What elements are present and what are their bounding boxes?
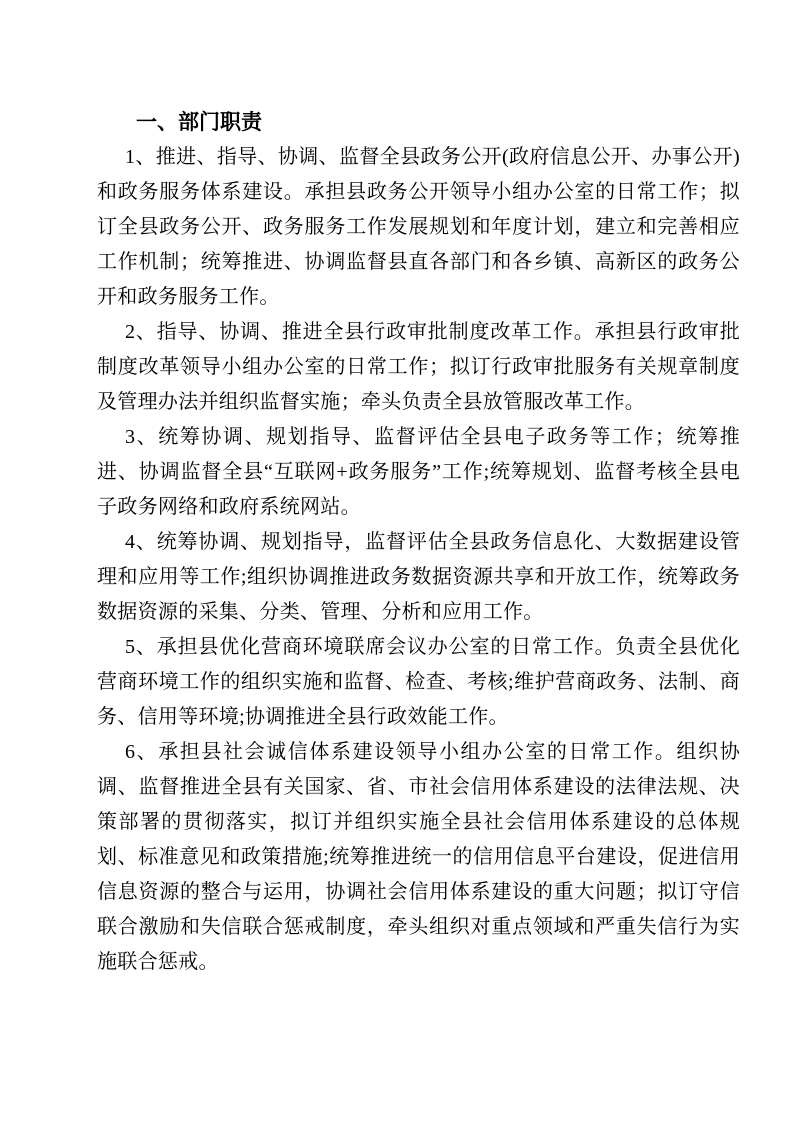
paragraph-duty-2: 2、指导、协调、推进全县行政审批制度改革工作。承担县行政审批制度改革领导小组办公室的日常工作；拟订行政审批服务有关规章制度及管理办法并组织监督实施；牵头负责全县放管服改革工作。 xyxy=(97,321,740,413)
section-heading: 一、部门职责 xyxy=(136,111,262,134)
paragraph-duty-6: 6、承担县社会诚信体系建设领导小组办公室的日常工作。组织协调、监督推进全县有关国家、省、市社会信用体系建设的法律法规、决策部署的贯彻落实，拟订并组织实施全县社会信用体系建设的总体规划、标准意见和政策措施;统筹推进统一的信用信息平台建设，促进信用信息资源的整合与运用，协调社会信用体系建设的重大问题；拟订守信联合激励和失信联合惩戒制度，牵头组织对重点领域和严重失信行为实施联合惩戒。 xyxy=(97,741,740,973)
paragraph-duty-1: 1、推进、指导、协调、监督全县政务公开(政府信息公开、办事公开)和政务服务体系建设。承担县政务公开领导小组办公室的日常工作；拟订全县政务公开、政务服务工作发展规划和年度计划，建立和完善相应工作机制；统筹推进、协调监督县直各部门和各乡镇、高新区的政务公开和政务服务工作。 xyxy=(97,146,740,308)
paragraph-duty-3: 3、统筹协调、规划指导、监督评估全县电子政务等工作；统筹推进、协调监督全县“互联网+政务服务”工作;统筹规划、监督考核全县电子政务网络和政府系统网站。 xyxy=(97,426,740,518)
paragraph-duty-4: 4、统筹协调、规划指导，监督评估全县政务信息化、大数据建设管理和应用等工作;组织协调推进政务数据资源共享和开放工作，统筹政务数据资源的采集、分类、管理、分析和应用工作。 xyxy=(97,531,740,623)
paragraph-duty-5: 5、承担县优化营商环境联席会议办公室的日常工作。负责全县优化营商环境工作的组织实施和监督、检查、考核;维护营商政务、法制、商务、信用等环境;协调推进全县行政效能工作。 xyxy=(97,636,740,728)
